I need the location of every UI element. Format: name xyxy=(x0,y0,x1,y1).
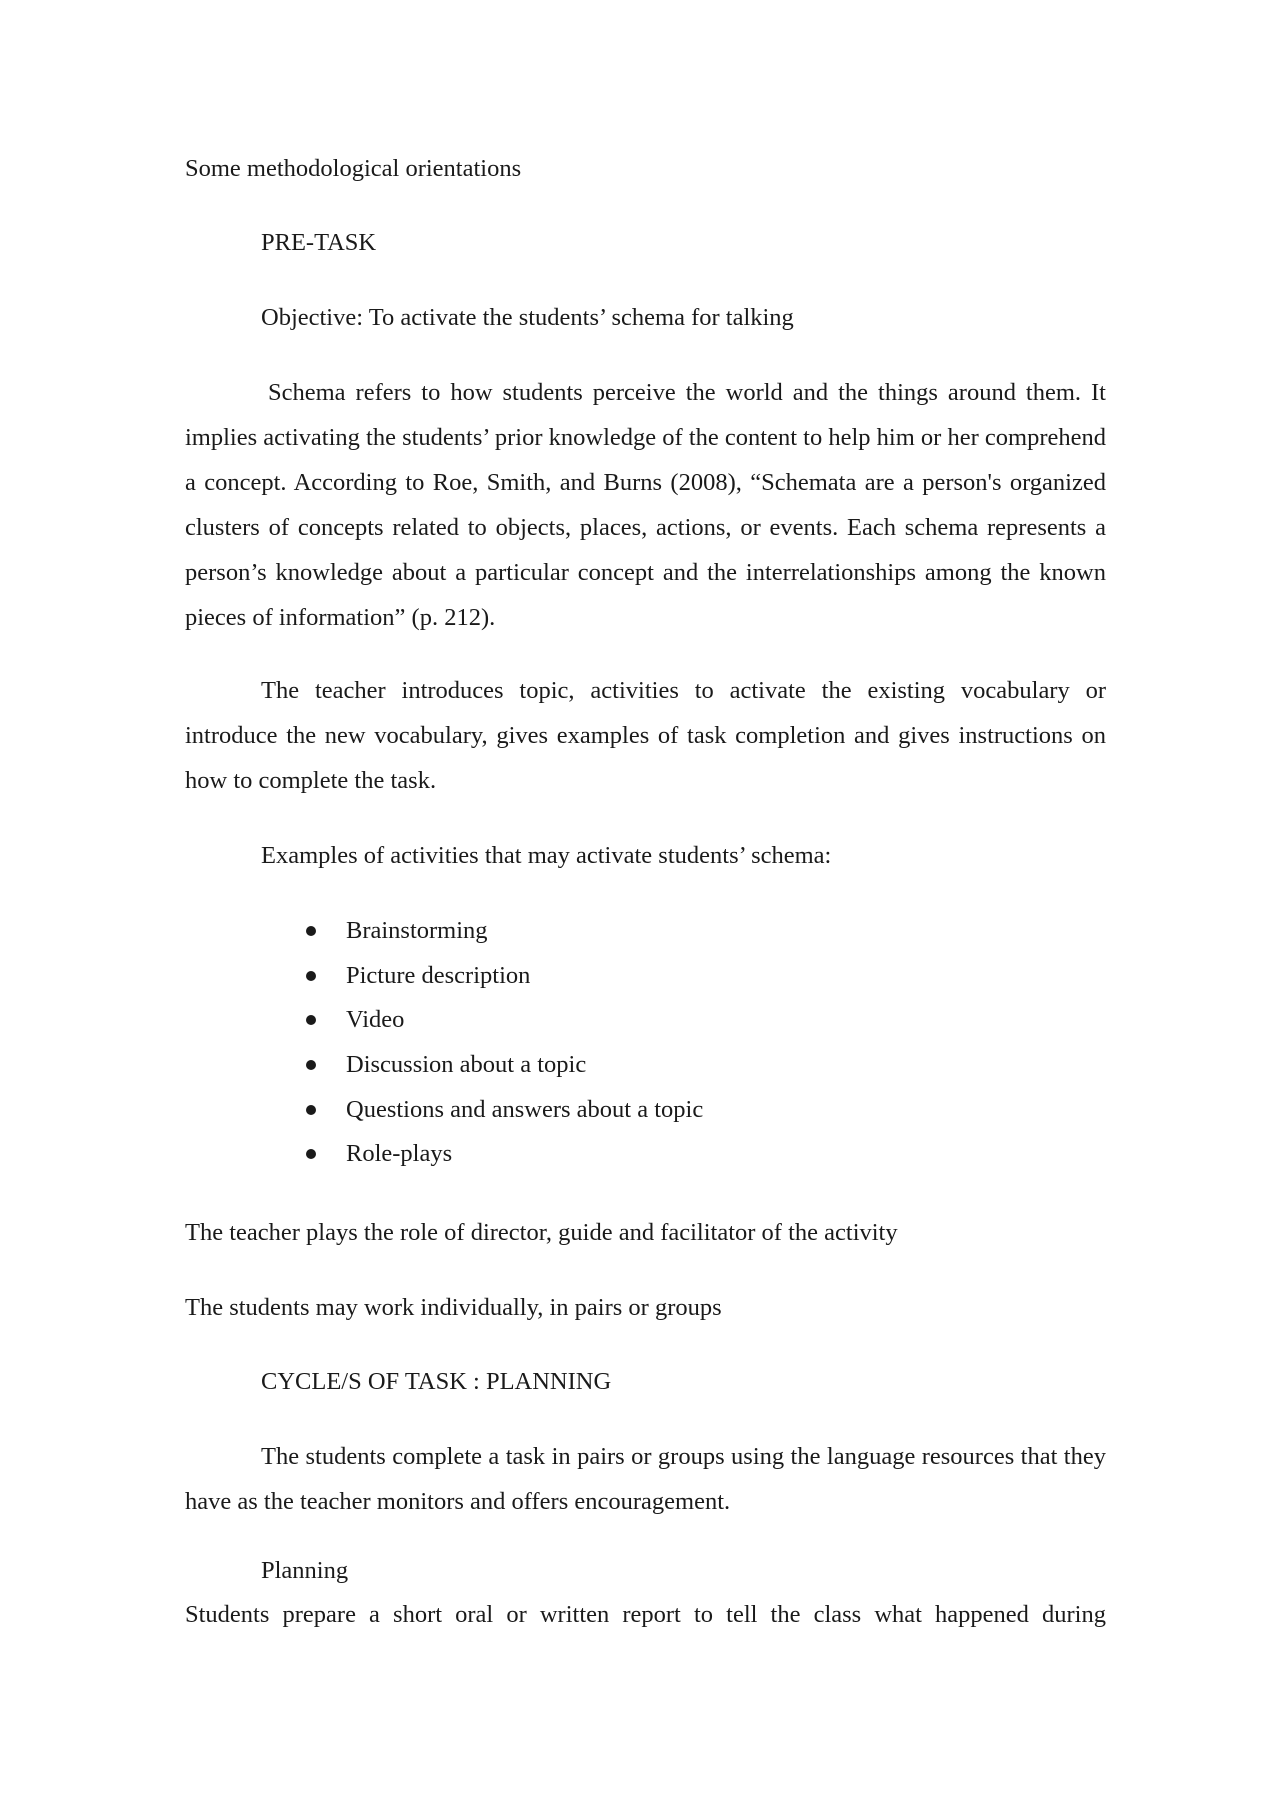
bullet-icon xyxy=(306,1105,316,1115)
schema-paragraph: Schema refers to how students perceive the world and the things around them. It implies activating the students’ prior knowledge of the content to help him or her comprehend a concept. According to Roe, Smith, and Burns (2008), “Schemata are a person's organized clusters of concepts related to objects, places, actions, or events. Each schema represents a person’s knowledge about a particular concept and the interrelationships among the known pieces of information” (p. 212). xyxy=(185,379,1106,631)
list-item xyxy=(0,1042,1280,1087)
planning-label: Planning xyxy=(261,1557,349,1584)
activity-label: Brainstorming xyxy=(346,917,488,944)
list-item xyxy=(0,997,1280,1042)
activity-list xyxy=(0,908,1280,1176)
cycle-paragraph: The students complete a task in pairs or groups using the language resources that they have as the teacher monitors and offers encouragement. xyxy=(185,1443,1106,1515)
teacher-role-line: The teacher plays the role of director, guide and facilitator of the activity xyxy=(185,1219,898,1246)
activity-label: Video xyxy=(346,1006,405,1034)
pre-task-title: PRE-TASK xyxy=(261,229,377,256)
bullet-icon xyxy=(306,1149,316,1159)
list-item xyxy=(0,1087,1280,1132)
bullet-icon xyxy=(306,1060,316,1070)
list-item xyxy=(0,953,1280,998)
bullet-icon xyxy=(306,926,316,936)
activity-label: Discussion about a topic xyxy=(346,1051,587,1079)
bullet-icon xyxy=(306,1015,316,1025)
bullet-icon xyxy=(306,971,316,981)
examples-intro: Examples of activities that may activate students’ schema: xyxy=(261,842,832,869)
teacher-introduction-paragraph: The teacher introduces topic, activities to activate the existing vocabulary or introduce the new vocabulary, gives examples of task completion and gives instructions on how to complete the task. xyxy=(185,677,1106,794)
objective-line: Objective: To activate the students’ schema for talking xyxy=(261,304,794,331)
document-heading: Some methodological orientations xyxy=(185,155,522,182)
activity-label: Questions and answers about a topic xyxy=(346,1095,704,1123)
student-work-line: The students may work individually, in pairs or groups xyxy=(185,1294,722,1321)
list-item xyxy=(0,908,1280,953)
planning-text: Students prepare a short oral or written report to tell the class what happened during xyxy=(185,1601,1106,1628)
list-item xyxy=(0,1131,1280,1176)
activity-label: Picture description xyxy=(346,961,531,989)
activity-label: Role-plays xyxy=(346,1140,453,1168)
cycle-title: CYCLE/S OF TASK : PLANNING xyxy=(261,1368,612,1395)
